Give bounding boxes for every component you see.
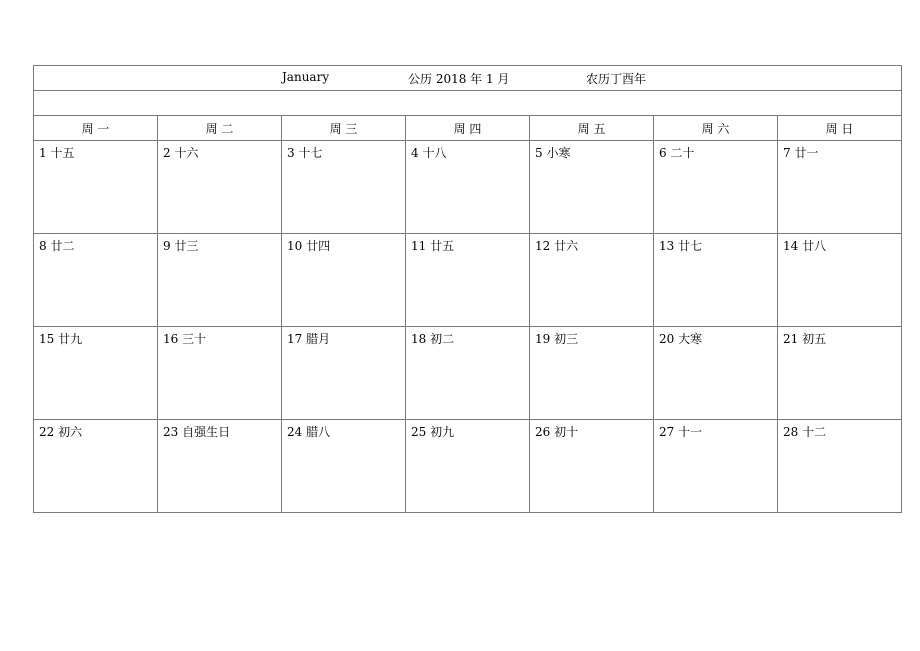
day-cell [778, 327, 902, 420]
day-cell [34, 420, 158, 513]
weekday-header-fri: 周 五 [530, 116, 654, 141]
day-cell [654, 234, 778, 327]
day-cell [530, 327, 654, 420]
day-cell [654, 327, 778, 420]
day-label: 17 腊月 [287, 332, 331, 346]
day-cell [282, 234, 406, 327]
day-label: 3 十七 [287, 146, 323, 160]
day-label: 11 廿五 [411, 239, 455, 253]
weekday-header-thu: 周 四 [406, 116, 530, 141]
day-label: 1 十五 [39, 146, 75, 160]
day-label: 26 初十 [535, 425, 579, 439]
day-label: 18 初二 [411, 332, 455, 346]
day-cell [778, 234, 902, 327]
week-row-2 [34, 234, 902, 327]
day-cell [158, 420, 282, 513]
weekday-header-tue: 周 二 [158, 116, 282, 141]
day-label: 24 腊八 [287, 425, 331, 439]
calendar-title-row [34, 66, 902, 91]
day-cell [34, 141, 158, 234]
day-cell [778, 420, 902, 513]
month-name: January [282, 70, 330, 84]
day-cell [34, 327, 158, 420]
day-cell [406, 327, 530, 420]
day-label: 9 廿三 [163, 239, 199, 253]
day-cell [158, 327, 282, 420]
week-row-3 [34, 327, 902, 420]
day-cell [158, 234, 282, 327]
day-cell [34, 234, 158, 327]
day-label: 25 初九 [411, 425, 455, 439]
day-label: 16 三十 [163, 332, 207, 346]
day-cell [406, 234, 530, 327]
day-label: 19 初三 [535, 332, 579, 346]
day-cell [654, 141, 778, 234]
day-cell [530, 420, 654, 513]
day-label: 23 自强生日 [163, 425, 231, 439]
day-label: 5 小寒 [535, 146, 571, 160]
weekday-header-wed: 周 三 [282, 116, 406, 141]
blank-cell [34, 91, 902, 116]
day-label: 12 廿六 [535, 239, 579, 253]
day-cell [654, 420, 778, 513]
weekday-header-sat: 周 六 [654, 116, 778, 141]
day-label: 21 初五 [783, 332, 827, 346]
day-label: 20 大寒 [659, 332, 703, 346]
day-cell [530, 141, 654, 234]
day-label: 13 廿七 [659, 239, 703, 253]
lunar-year-title: 农历丁酉年 [586, 72, 647, 86]
day-label: 28 十二 [783, 425, 827, 439]
day-cell [778, 141, 902, 234]
day-label: 8 廿二 [39, 239, 75, 253]
day-cell [282, 327, 406, 420]
day-label: 22 初六 [39, 425, 83, 439]
week-row-4 [34, 420, 902, 513]
day-cell [406, 420, 530, 513]
day-cell [282, 420, 406, 513]
solar-date-title: 公历 2018 年 1 月 [408, 72, 510, 86]
day-label: 7 廿一 [783, 146, 819, 160]
blank-row [34, 91, 902, 116]
day-label: 15 廿九 [39, 332, 83, 346]
weekday-header-row [34, 116, 902, 141]
day-label: 14 廿八 [783, 239, 827, 253]
calendar-table [33, 65, 902, 513]
week-row-1 [34, 141, 902, 234]
day-label: 6 二十 [659, 146, 695, 160]
day-cell [282, 141, 406, 234]
calendar-title-cell [34, 66, 902, 91]
day-label: 2 十六 [163, 146, 199, 160]
day-cell [158, 141, 282, 234]
day-label: 10 廿四 [287, 239, 331, 253]
day-cell [406, 141, 530, 234]
day-cell [530, 234, 654, 327]
day-label: 27 十一 [659, 425, 703, 439]
weekday-header-sun: 周 日 [778, 116, 902, 141]
day-label: 4 十八 [411, 146, 447, 160]
weekday-header-mon: 周 一 [34, 116, 158, 141]
